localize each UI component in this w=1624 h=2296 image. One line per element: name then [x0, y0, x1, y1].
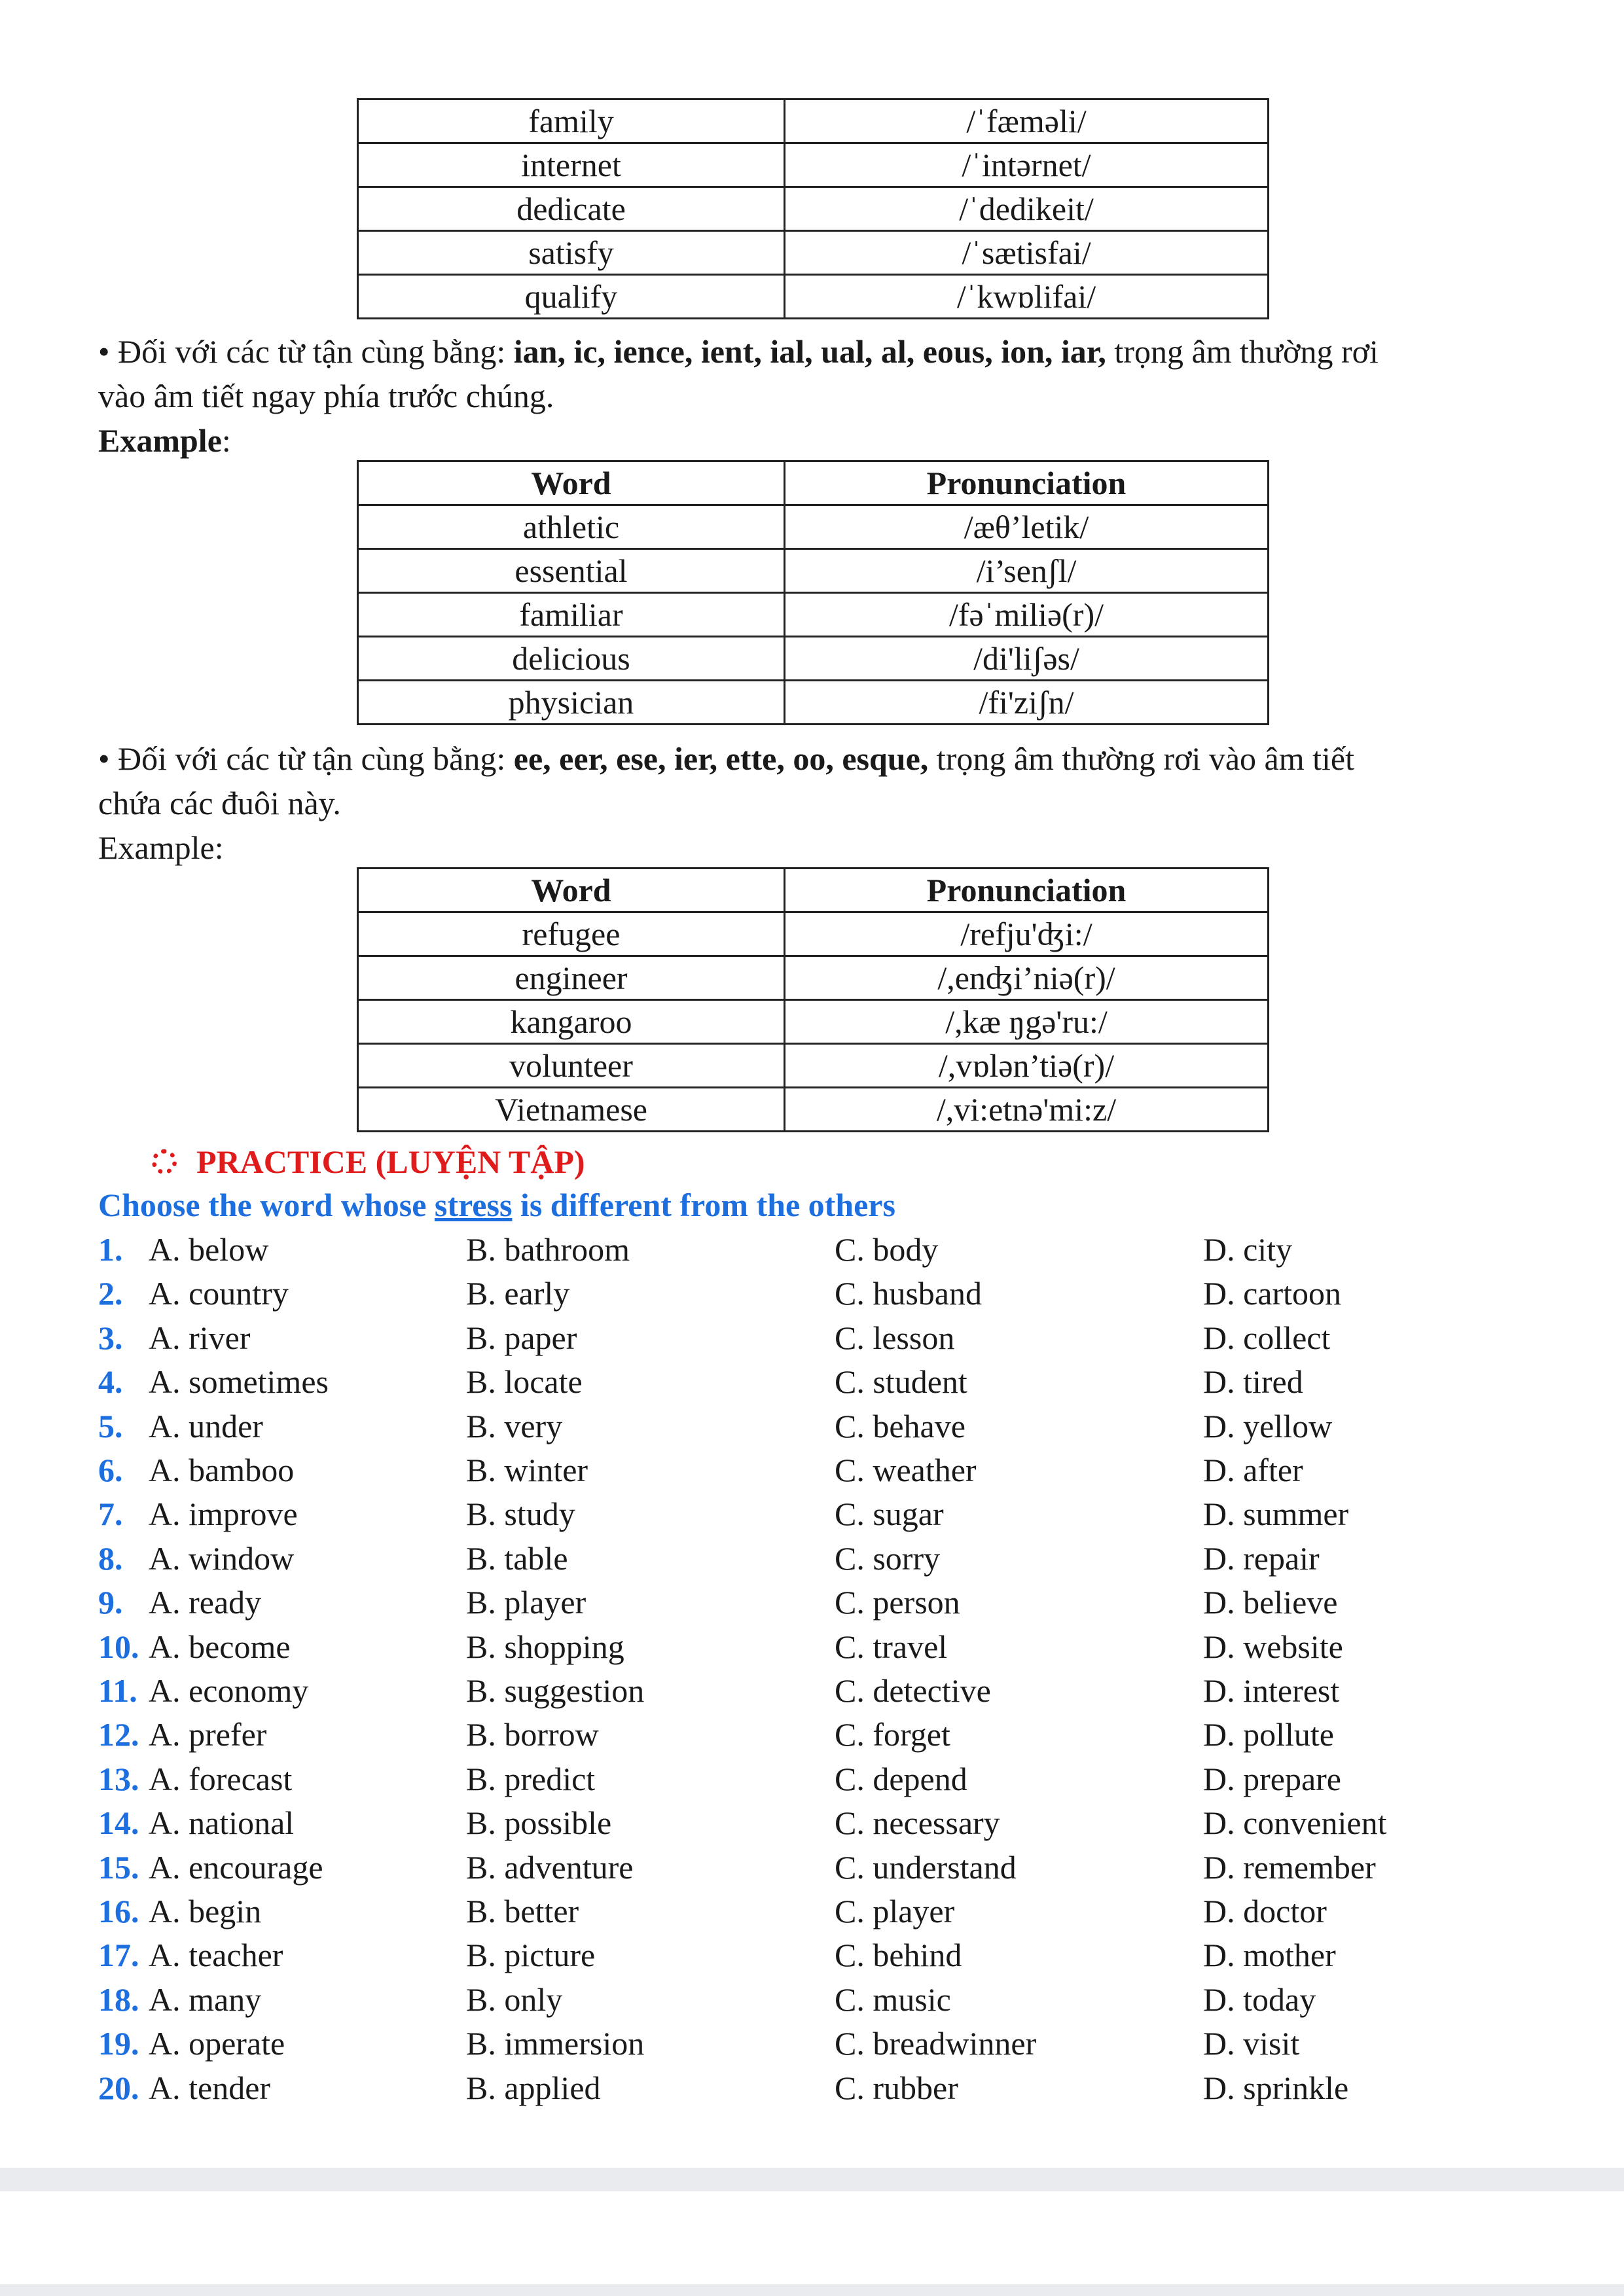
option-c[interactable]: C. weather [835, 1452, 977, 1488]
option-a[interactable]: A. operate [149, 2025, 285, 2062]
option-a[interactable]: A. under [149, 1407, 263, 1444]
word-cell: family [358, 99, 785, 143]
word-cell: engineer [358, 956, 785, 1000]
word-cell: kangaroo [358, 1000, 785, 1044]
ipa-table-3 [357, 867, 1269, 1132]
table-row [358, 1088, 1269, 1132]
option-d[interactable]: D. convenient [1203, 1804, 1387, 1842]
table-header-row [358, 869, 1269, 912]
table-row [358, 143, 1269, 187]
option-d[interactable]: D. prepare [1203, 1760, 1341, 1797]
question-row [0, 2069, 1624, 2112]
option-c[interactable]: C. rubber [835, 2069, 958, 2106]
option-b[interactable]: B. player [466, 1584, 586, 1621]
question-row [0, 1981, 1624, 2024]
word-cell: athletic [358, 505, 785, 549]
question-number: 11. [98, 1672, 137, 1709]
option-d[interactable]: D. collect [1203, 1319, 1331, 1356]
question-row [0, 1848, 1624, 1892]
option-a[interactable]: A. bamboo [149, 1452, 295, 1488]
pronunciation-cell: /di'liʃəs/ [785, 637, 1269, 681]
pronunciation-cell: /,enʤi’niə(r)/ [785, 956, 1269, 1000]
pronunciation-cell: /ˈfæməli/ [785, 99, 1269, 143]
question-number: 2. [98, 1275, 123, 1312]
question-number: 9. [98, 1584, 123, 1621]
question-row [0, 1363, 1624, 1406]
option-b[interactable]: B. immersion [466, 2025, 645, 2062]
column-header-word: Word [358, 461, 785, 505]
option-a[interactable]: A. many [149, 1981, 262, 2018]
word-cell: essential [358, 549, 785, 593]
table-row [358, 187, 1269, 231]
option-c[interactable]: C. player [835, 1893, 955, 1929]
question-number: 15. [98, 1848, 139, 1886]
pronunciation-cell: /fi'ziʃn/ [785, 681, 1269, 725]
option-c[interactable]: C. music [835, 1981, 951, 2018]
column-header-word: Word [358, 869, 785, 912]
question-number: 1. [98, 1231, 123, 1268]
option-b[interactable]: B. locate [466, 1363, 583, 1401]
question-row [0, 1274, 1624, 1318]
column-header-pronunciation: Pronunciation [785, 869, 1269, 912]
option-a[interactable]: A. begin [149, 1893, 262, 1929]
option-b[interactable]: B. picture [466, 1937, 596, 1974]
question-number: 10. [98, 1628, 139, 1665]
rule-2-suffix: trọng âm thường rơi vào âm tiết [928, 740, 1354, 777]
option-d[interactable]: D. doctor [1203, 1893, 1327, 1929]
pronunciation-cell: /refju'ʤi:/ [785, 912, 1269, 956]
option-a[interactable]: A. national [149, 1804, 295, 1842]
word-cell: refugee [358, 912, 785, 956]
question-row [0, 1804, 1624, 1847]
option-a[interactable]: A. country [149, 1275, 289, 1312]
option-b[interactable]: B. applied [466, 2069, 601, 2106]
pronunciation-cell: /,vi:etnə'mi:z/ [785, 1088, 1269, 1132]
ipa-table-2 [357, 460, 1269, 725]
question-number: 4. [98, 1363, 123, 1401]
option-b[interactable]: B. better [466, 1893, 579, 1929]
question-row [0, 1936, 1624, 1979]
option-b[interactable]: B. bathroom [466, 1231, 630, 1268]
option-c[interactable]: C. depend [835, 1760, 967, 1797]
question-number: 18. [98, 1981, 139, 2018]
column-header-pronunciation: Pronunciation [785, 461, 1269, 505]
option-a[interactable]: A. improve [149, 1496, 298, 1533]
question-row [0, 1407, 1624, 1450]
instruction-after: is different from the others [512, 1187, 895, 1223]
option-d[interactable]: D. cartoon [1203, 1275, 1342, 1312]
option-d[interactable]: D. believe [1203, 1584, 1338, 1621]
question-number: 8. [98, 1539, 123, 1577]
table-row [358, 1044, 1269, 1088]
question-row [0, 1715, 1624, 1759]
question-row [0, 1230, 1624, 1274]
option-a[interactable]: A. tender [149, 2069, 271, 2106]
table-row [358, 637, 1269, 681]
option-d[interactable]: D. today [1203, 1981, 1316, 2018]
question-number: 13. [98, 1760, 139, 1797]
page-separator [0, 2168, 1624, 2191]
rule-2-line2: chứa các đuôi này. [98, 785, 341, 821]
option-b[interactable]: B. possible [466, 1804, 612, 1842]
option-c[interactable]: C. understand [835, 1848, 1017, 1886]
table-row [358, 593, 1269, 637]
option-b[interactable]: B. table [466, 1539, 568, 1577]
option-a[interactable]: A. below [149, 1231, 269, 1268]
rule-2-prefix: • Đối với các từ tận cùng bằng: [98, 740, 514, 777]
option-b[interactable]: B. borrow [466, 1716, 599, 1753]
option-c[interactable]: C. sorry [835, 1539, 941, 1577]
table-row [358, 956, 1269, 1000]
option-d[interactable]: D. interest [1203, 1672, 1340, 1709]
instruction-underlined: stress [434, 1187, 513, 1223]
option-b[interactable]: B. suggestion [466, 1672, 645, 1709]
option-a[interactable]: A. ready [149, 1584, 262, 1621]
word-cell: Vietnamese [358, 1088, 785, 1132]
question-number: 5. [98, 1407, 123, 1444]
rule-1-paragraph [98, 329, 1538, 463]
question-number: 12. [98, 1716, 139, 1753]
option-d[interactable]: D. repair [1203, 1539, 1320, 1577]
question-number: 17. [98, 1937, 139, 1974]
question-number: 14. [98, 1804, 139, 1842]
option-a[interactable]: A. window [149, 1539, 295, 1577]
option-d[interactable]: D. pollute [1203, 1716, 1334, 1753]
option-c[interactable]: C. body [835, 1231, 939, 1268]
option-a[interactable]: A. encourage [149, 1848, 323, 1886]
table-header-row [358, 461, 1269, 505]
page-separator-bottom [0, 2284, 1624, 2296]
rule-2-endings: ee, eer, ese, ier, ette, oo, esque, [513, 740, 929, 777]
option-d[interactable]: D. after [1203, 1452, 1303, 1488]
question-row [0, 1495, 1624, 1538]
option-c[interactable]: C. forget [835, 1716, 950, 1753]
practice-instruction [98, 1186, 895, 1224]
option-c[interactable]: C. student [835, 1363, 967, 1401]
pronunciation-cell: /ˈkwɒlifai/ [785, 275, 1269, 319]
table-row [358, 99, 1269, 143]
option-a[interactable]: A. sometimes [149, 1363, 329, 1401]
ipa-table-1 [357, 98, 1269, 319]
question-row [0, 1451, 1624, 1494]
option-d[interactable]: D. yellow [1203, 1407, 1333, 1444]
question-number: 7. [98, 1496, 123, 1533]
option-c[interactable]: C. sugar [835, 1496, 944, 1533]
option-d[interactable]: D. website [1203, 1628, 1343, 1665]
word-cell: internet [358, 143, 785, 187]
table-row [358, 912, 1269, 956]
practice-title: PRACTICE (LUYỆN TẬP) [196, 1143, 585, 1180]
option-c[interactable]: C. travel [835, 1628, 948, 1665]
example-label-1: Example [98, 422, 222, 459]
question-number: 20. [98, 2069, 139, 2106]
question-row [0, 1672, 1624, 1715]
option-c[interactable]: C. husband [835, 1275, 982, 1312]
pronunciation-cell: /ˈsætisfai/ [785, 231, 1269, 275]
option-d[interactable]: D. remember [1203, 1848, 1376, 1886]
rule-2-paragraph [98, 736, 1538, 870]
word-cell: physician [358, 681, 785, 725]
option-c[interactable]: C. person [835, 1584, 960, 1621]
option-b[interactable]: B. study [466, 1496, 575, 1533]
option-a[interactable]: A. prefer [149, 1716, 267, 1753]
option-d[interactable]: D. visit [1203, 2025, 1300, 2062]
option-d[interactable]: D. mother [1203, 1937, 1336, 1974]
option-c[interactable]: C. breadwinner [835, 2025, 1037, 2062]
option-a[interactable]: A. economy [149, 1672, 309, 1709]
option-d[interactable]: D. summer [1203, 1496, 1349, 1533]
question-row [0, 1760, 1624, 1803]
pronunciation-cell: /,kæ ŋgə'ru:/ [785, 1000, 1269, 1044]
table-row [358, 681, 1269, 725]
example-label-2: Example: [98, 829, 224, 866]
option-c[interactable]: C. behave [835, 1407, 965, 1444]
question-row [0, 1319, 1624, 1362]
option-a[interactable]: A. become [149, 1628, 291, 1665]
option-d[interactable]: D. sprinkle [1203, 2069, 1349, 2106]
table-row [358, 549, 1269, 593]
option-c[interactable]: C. necessary [835, 1804, 1000, 1842]
option-d[interactable]: D. tired [1203, 1363, 1303, 1401]
word-cell: familiar [358, 593, 785, 637]
question-row [0, 2024, 1624, 2068]
option-b[interactable]: B. predict [466, 1760, 596, 1797]
option-b[interactable]: B. adventure [466, 1848, 634, 1886]
question-row [0, 1539, 1624, 1583]
word-cell: volunteer [358, 1044, 785, 1088]
option-b[interactable]: B. shopping [466, 1628, 624, 1665]
word-cell: delicious [358, 637, 785, 681]
question-number: 16. [98, 1893, 139, 1929]
pronunciation-cell: /ˈdedikeit/ [785, 187, 1269, 231]
table-row [358, 505, 1269, 549]
table-row [358, 1000, 1269, 1044]
example-colon: : [221, 422, 231, 459]
instruction-before: Choose the word whose [98, 1187, 435, 1223]
option-c[interactable]: C. lesson [835, 1319, 955, 1356]
option-a[interactable]: A. teacher [149, 1937, 283, 1974]
option-c[interactable]: C. behind [835, 1937, 962, 1974]
rule-1-line2: vào âm tiết ngay phía trước chúng. [98, 378, 554, 414]
pronunciation-cell: /æθ’letik/ [785, 505, 1269, 549]
option-b[interactable]: B. paper [466, 1319, 577, 1356]
question-row [0, 1628, 1624, 1671]
option-a[interactable]: A. river [149, 1319, 251, 1356]
option-d[interactable]: D. city [1203, 1231, 1293, 1268]
question-number: 3. [98, 1319, 123, 1356]
snowflake-bullet-icon [152, 1149, 177, 1174]
option-b[interactable]: B. winter [466, 1452, 588, 1488]
table-row [358, 275, 1269, 319]
option-b[interactable]: B. very [466, 1407, 563, 1444]
question-row [0, 1892, 1624, 1935]
table-row [358, 231, 1269, 275]
rule-1-prefix: • Đối với các từ tận cùng bằng: [98, 333, 514, 370]
pronunciation-cell: /,vɒlən’tiə(r)/ [785, 1044, 1269, 1088]
rule-1-suffix: trọng âm thường rơi [1106, 333, 1379, 370]
practice-heading [152, 1143, 585, 1181]
rule-1-endings: ian, ic, ience, ient, ial, ual, al, eous, ion, iar, [513, 333, 1106, 370]
question-number: 6. [98, 1452, 123, 1488]
word-cell: satisfy [358, 231, 785, 275]
option-a[interactable]: A. forecast [149, 1760, 293, 1797]
pronunciation-cell: /ˈintərnet/ [785, 143, 1269, 187]
question-row [0, 1583, 1624, 1626]
option-b[interactable]: B. only [466, 1981, 563, 2018]
option-b[interactable]: B. early [466, 1275, 570, 1312]
pronunciation-cell: /fəˈmiliə(r)/ [785, 593, 1269, 637]
pronunciation-cell: /i’senʃl/ [785, 549, 1269, 593]
word-cell: qualify [358, 275, 785, 319]
question-number: 19. [98, 2025, 139, 2062]
option-c[interactable]: C. detective [835, 1672, 991, 1709]
word-cell: dedicate [358, 187, 785, 231]
